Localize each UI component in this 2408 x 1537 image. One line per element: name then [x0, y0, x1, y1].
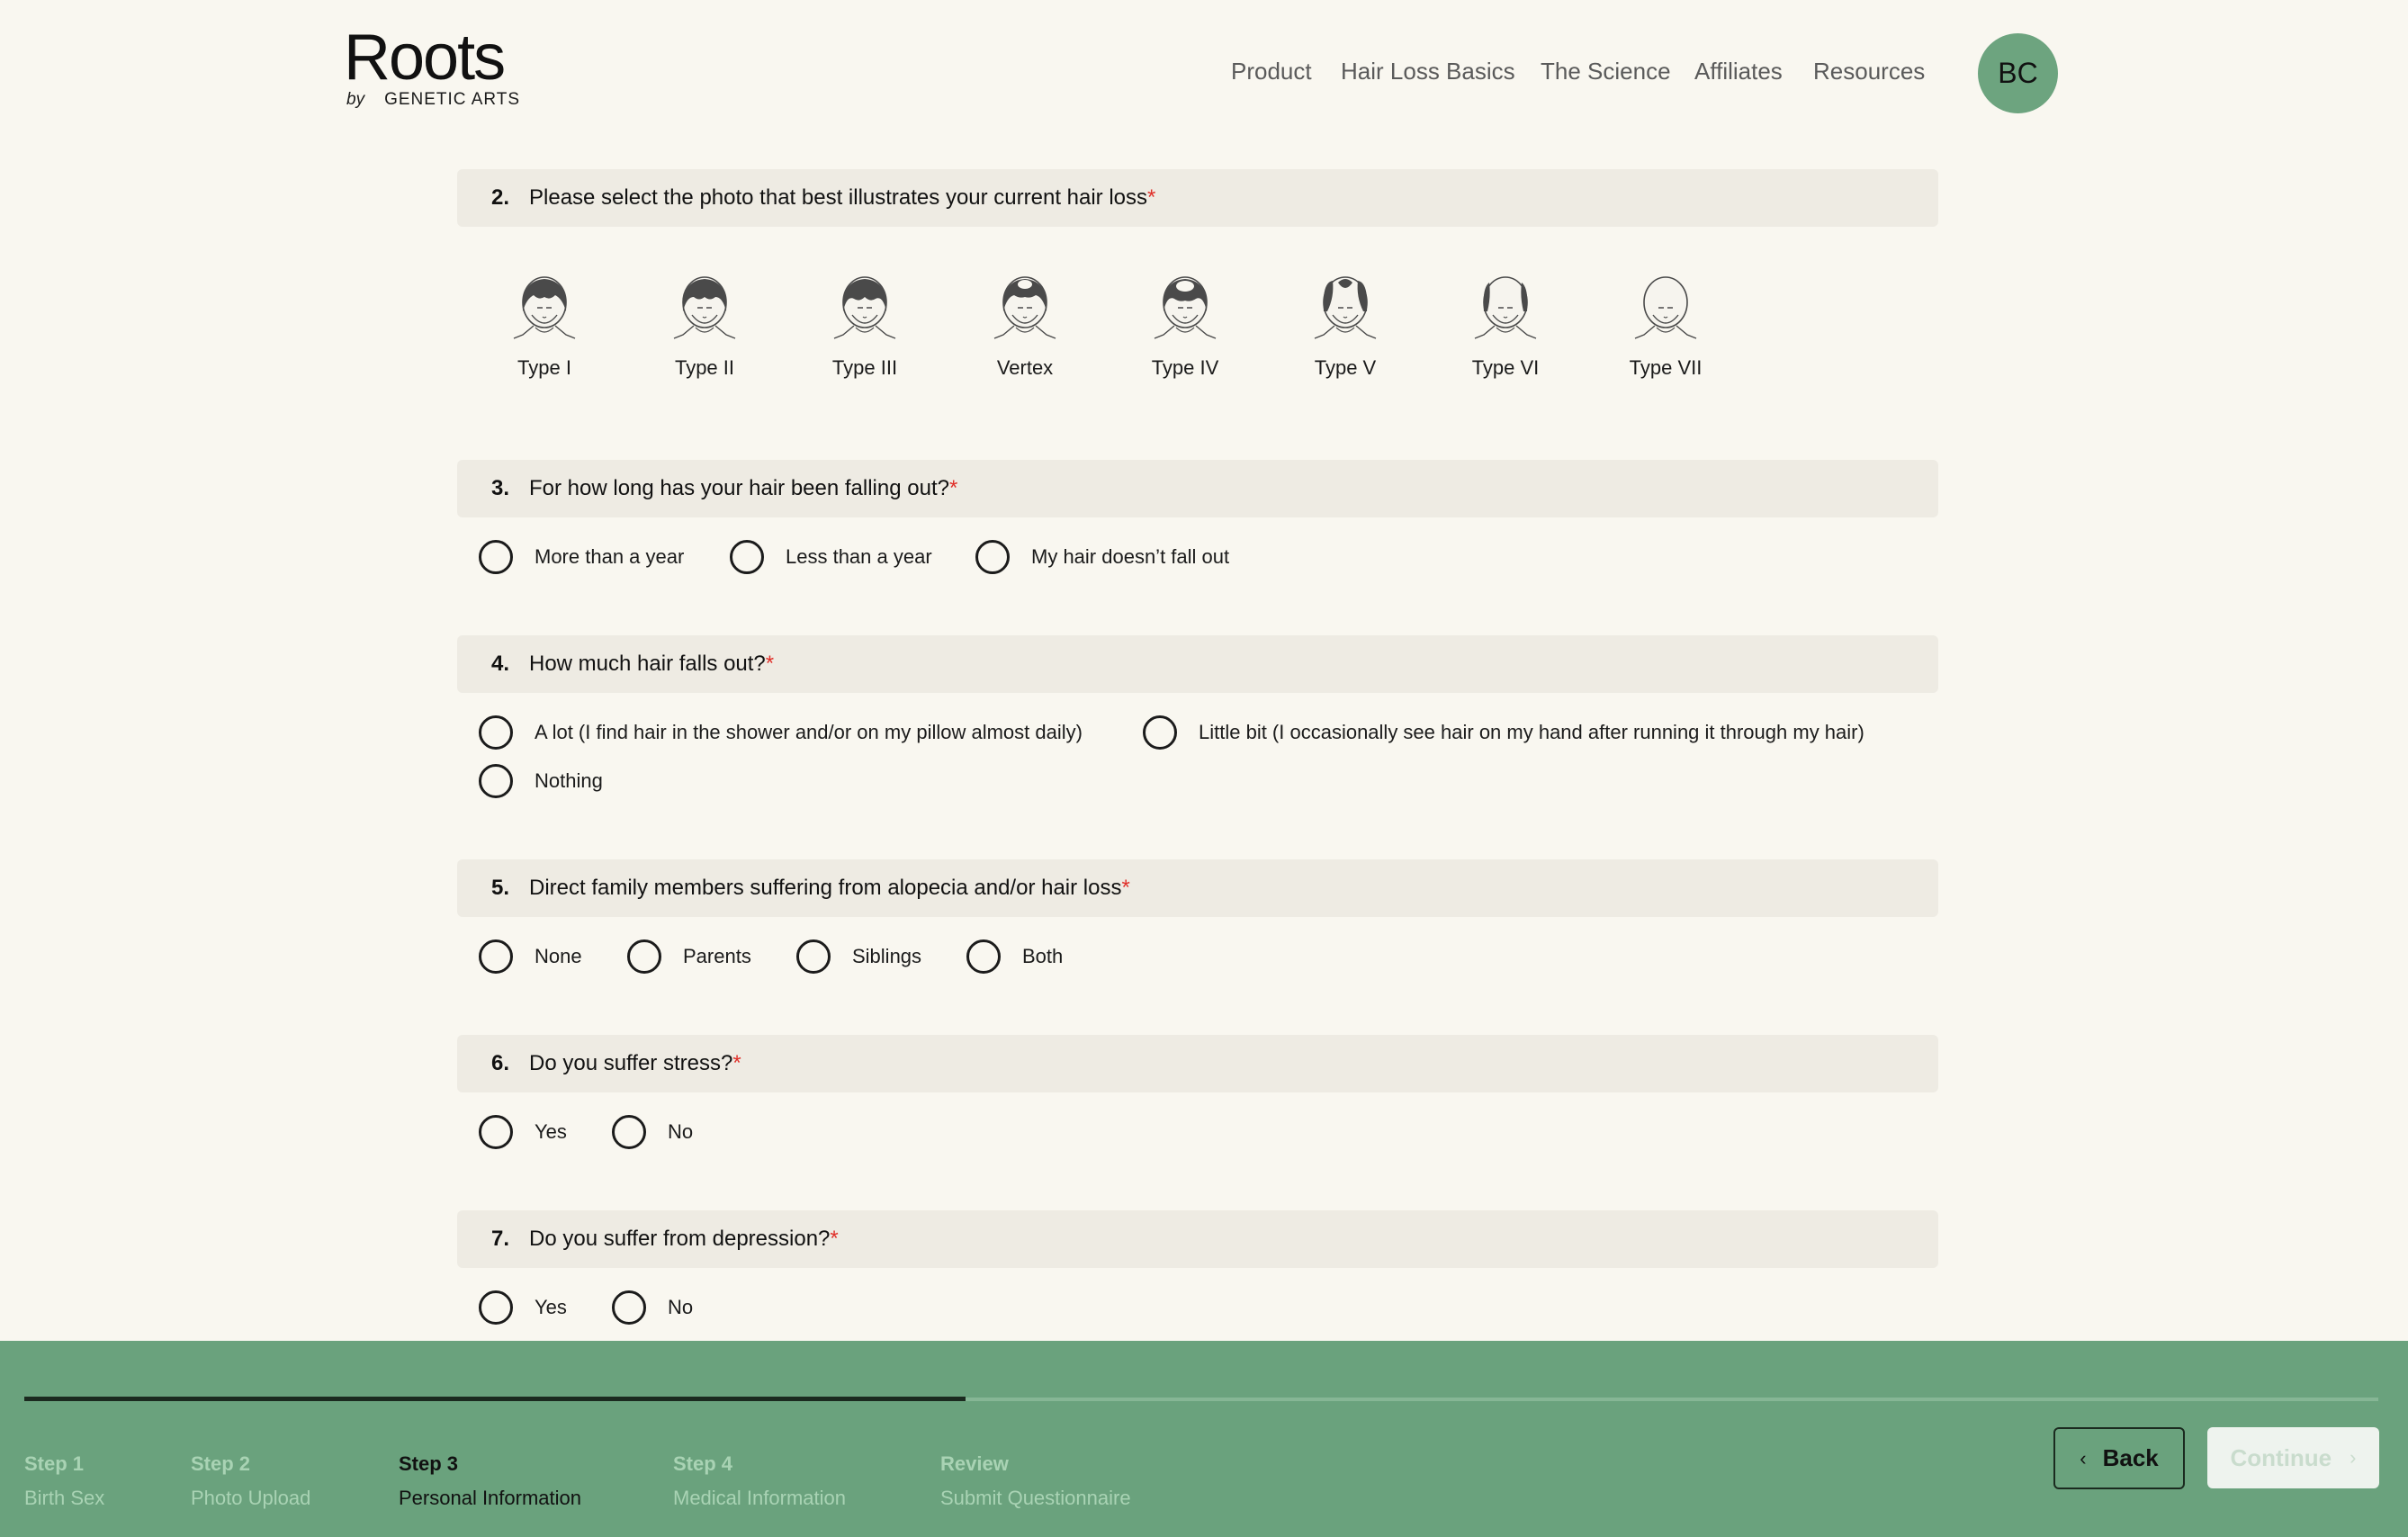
option-label: Both [1022, 945, 1064, 967]
hair-type-option[interactable] [651, 275, 759, 380]
question-text: Please select the photo that best illustrates your current hair loss [529, 185, 1148, 210]
option-label: A lot (I find hair in the shower and/or on my pillow almost daily) [535, 721, 1083, 743]
option-label: No [668, 1120, 694, 1143]
radio-option[interactable] [612, 1290, 693, 1325]
nav-item-the-science[interactable]: The Science [1541, 58, 1671, 85]
hair-type-option[interactable] [1451, 275, 1559, 380]
user-avatar[interactable]: BC [1978, 33, 2058, 113]
radio-option[interactable] [966, 939, 1063, 974]
option-label: No [668, 1296, 694, 1318]
option-label: Siblings [852, 945, 922, 967]
hair-type-label: Type I [517, 356, 571, 379]
radio-button[interactable] [975, 540, 1010, 574]
question-number: 5. [491, 876, 510, 900]
nav-item-hair-loss-basics[interactable]: Hair Loss Basics [1341, 58, 1515, 85]
radio-button[interactable] [612, 1290, 646, 1325]
radio-option[interactable] [479, 540, 684, 574]
radio-button[interactable] [966, 939, 1001, 974]
question-text: How much hair falls out? [529, 652, 766, 676]
hair-type-option[interactable] [811, 275, 919, 380]
radio-button[interactable] [1143, 715, 1177, 750]
hair-type-label: Type VI [1471, 356, 1540, 379]
back-label: Back [2102, 1444, 2159, 1471]
step-label: Step 4 [673, 1452, 733, 1475]
option-label: Yes [535, 1296, 567, 1318]
required-marker: * [830, 1227, 839, 1251]
hair-type-label: Type V [1314, 356, 1377, 379]
required-marker: * [765, 652, 775, 676]
hair-type-option[interactable] [971, 275, 1079, 380]
radio-option[interactable] [796, 939, 921, 974]
question-text: For how long has your hair been falling out? [529, 476, 949, 500]
back-button[interactable] [2053, 1427, 2185, 1489]
hair-type-label: Type VII [1629, 356, 1703, 379]
hair-type-option[interactable] [490, 275, 598, 380]
question-text: Direct family members suffering from alopecia and/or hair loss [529, 876, 1122, 900]
step-1[interactable] [24, 1452, 104, 1510]
radio-button[interactable] [479, 1115, 513, 1149]
brand-logo[interactable] [344, 22, 521, 110]
site-header [0, 0, 2408, 144]
question-number: 4. [491, 652, 510, 676]
radio-option[interactable] [975, 540, 1229, 574]
question-number: 7. [491, 1227, 510, 1251]
question-2-header [457, 169, 1938, 227]
brand-by: by [346, 90, 365, 109]
step-name: Photo Upload [191, 1487, 311, 1509]
head-icon [670, 275, 739, 351]
step-name: Birth Sex [24, 1487, 105, 1509]
option-label: None [535, 945, 582, 967]
chevron-left-icon: ‹ [2080, 1446, 2087, 1470]
continue-button[interactable] [2207, 1427, 2379, 1488]
brand-company: GENETIC ARTS [384, 90, 521, 109]
radio-button[interactable] [796, 939, 831, 974]
option-label: Nothing [535, 769, 603, 792]
hair-type-label: Type II [674, 356, 735, 379]
progress-fill [24, 1397, 966, 1401]
nav-item-resources[interactable]: Resources [1813, 58, 1926, 85]
radio-option[interactable] [1143, 715, 1864, 750]
question-3-header [457, 460, 1938, 517]
radio-button[interactable] [479, 764, 513, 798]
hair-type-label: Type III [831, 356, 898, 379]
head-icon [831, 275, 899, 351]
radio-option[interactable] [479, 1290, 567, 1325]
step-4[interactable] [673, 1452, 846, 1510]
question-number: 3. [491, 476, 510, 500]
progress-footer [0, 1341, 2408, 1537]
radio-button[interactable] [627, 939, 661, 974]
option-label: Little bit (I occasionally see hair on my hand after running it through my hair) [1199, 721, 1864, 743]
radio-option[interactable] [479, 764, 603, 798]
step-label: Step 3 [399, 1452, 459, 1475]
radio-button[interactable] [730, 540, 764, 574]
option-label: My hair doesn’t fall out [1031, 545, 1230, 568]
radio-button[interactable] [479, 1290, 513, 1325]
head-icon [1151, 275, 1219, 351]
radio-button[interactable] [479, 715, 513, 750]
hair-type-option[interactable] [1131, 275, 1239, 380]
question-text: Do you suffer from depression? [529, 1227, 831, 1251]
step-label: Review [940, 1452, 1009, 1475]
required-marker: * [1121, 876, 1130, 900]
radio-button[interactable] [479, 540, 513, 574]
option-label: Parents [683, 945, 751, 967]
step-3[interactable] [399, 1452, 581, 1510]
radio-option[interactable] [479, 939, 582, 974]
radio-button[interactable] [612, 1115, 646, 1149]
head-icon [1631, 275, 1700, 351]
question-text: Do you suffer stress? [529, 1051, 733, 1075]
hair-type-label: Vertex [996, 356, 1054, 379]
radio-option[interactable] [479, 1115, 567, 1149]
required-marker: * [948, 476, 958, 500]
head-icon [1311, 275, 1379, 351]
step-label: Step 1 [24, 1452, 85, 1475]
step-name: Medical Information [673, 1487, 846, 1509]
required-marker: * [1147, 185, 1156, 210]
step-name: Personal Information [399, 1487, 581, 1509]
brand-name: Roots [344, 22, 505, 94]
required-marker: * [732, 1051, 741, 1075]
question-number: 6. [491, 1051, 510, 1075]
chevron-right-icon: › [2350, 1446, 2357, 1469]
option-label: Less than a year [786, 545, 932, 568]
step-label: Step 2 [191, 1452, 251, 1475]
hair-type-option[interactable] [1291, 275, 1399, 380]
question-4-header [457, 635, 1938, 693]
question-5-header [457, 859, 1938, 917]
step-review[interactable] [940, 1452, 1131, 1510]
question-number: 2. [491, 185, 510, 210]
step-2[interactable] [191, 1452, 310, 1510]
nav-item-affiliates[interactable]: Affiliates [1694, 58, 1783, 85]
hair-type-label: Type IV [1151, 356, 1219, 379]
continue-label: Continue [2230, 1443, 2332, 1471]
radio-option[interactable] [612, 1115, 693, 1149]
head-icon [1471, 275, 1540, 351]
nav-item-product[interactable]: Product [1231, 58, 1312, 85]
head-icon [510, 275, 579, 351]
radio-button[interactable] [479, 939, 513, 974]
option-label: Yes [535, 1120, 567, 1143]
head-icon [991, 275, 1059, 351]
radio-option[interactable] [730, 540, 932, 574]
radio-option[interactable] [627, 939, 751, 974]
radio-option[interactable] [479, 715, 1083, 750]
option-label: More than a year [535, 545, 685, 568]
question-7-header [457, 1210, 1938, 1268]
step-name: Submit Questionnaire [940, 1487, 1131, 1509]
question-6-header [457, 1035, 1938, 1092]
hair-type-option[interactable] [1612, 275, 1720, 380]
